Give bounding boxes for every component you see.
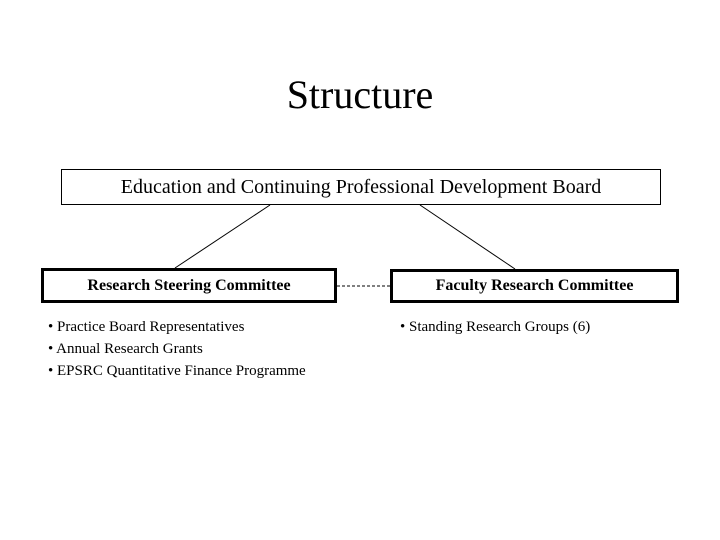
board-to-rsc-line [175,205,270,268]
rsc-bullet-list [48,316,306,382]
list-item: • Practice Board Representatives [48,319,245,335]
frc-label: Faculty Research Committee [435,277,634,294]
list-item: • Annual Research Grants [48,341,203,357]
faculty-research-committee-box [390,269,679,303]
rsc-label: Research Steering Committee [87,276,291,294]
board-label: Education and Continuing Professional Development Board [120,175,602,198]
list-item: • EPSRC Quantitative Finance Programme [48,363,306,379]
research-steering-committee-box [41,268,337,303]
board-box [61,169,661,205]
slide-title: Structure [286,72,434,117]
frc-bullet-list [400,316,590,338]
board-to-frc-line [420,205,515,269]
list-item: • Standing Research Groups (6) [400,319,591,335]
